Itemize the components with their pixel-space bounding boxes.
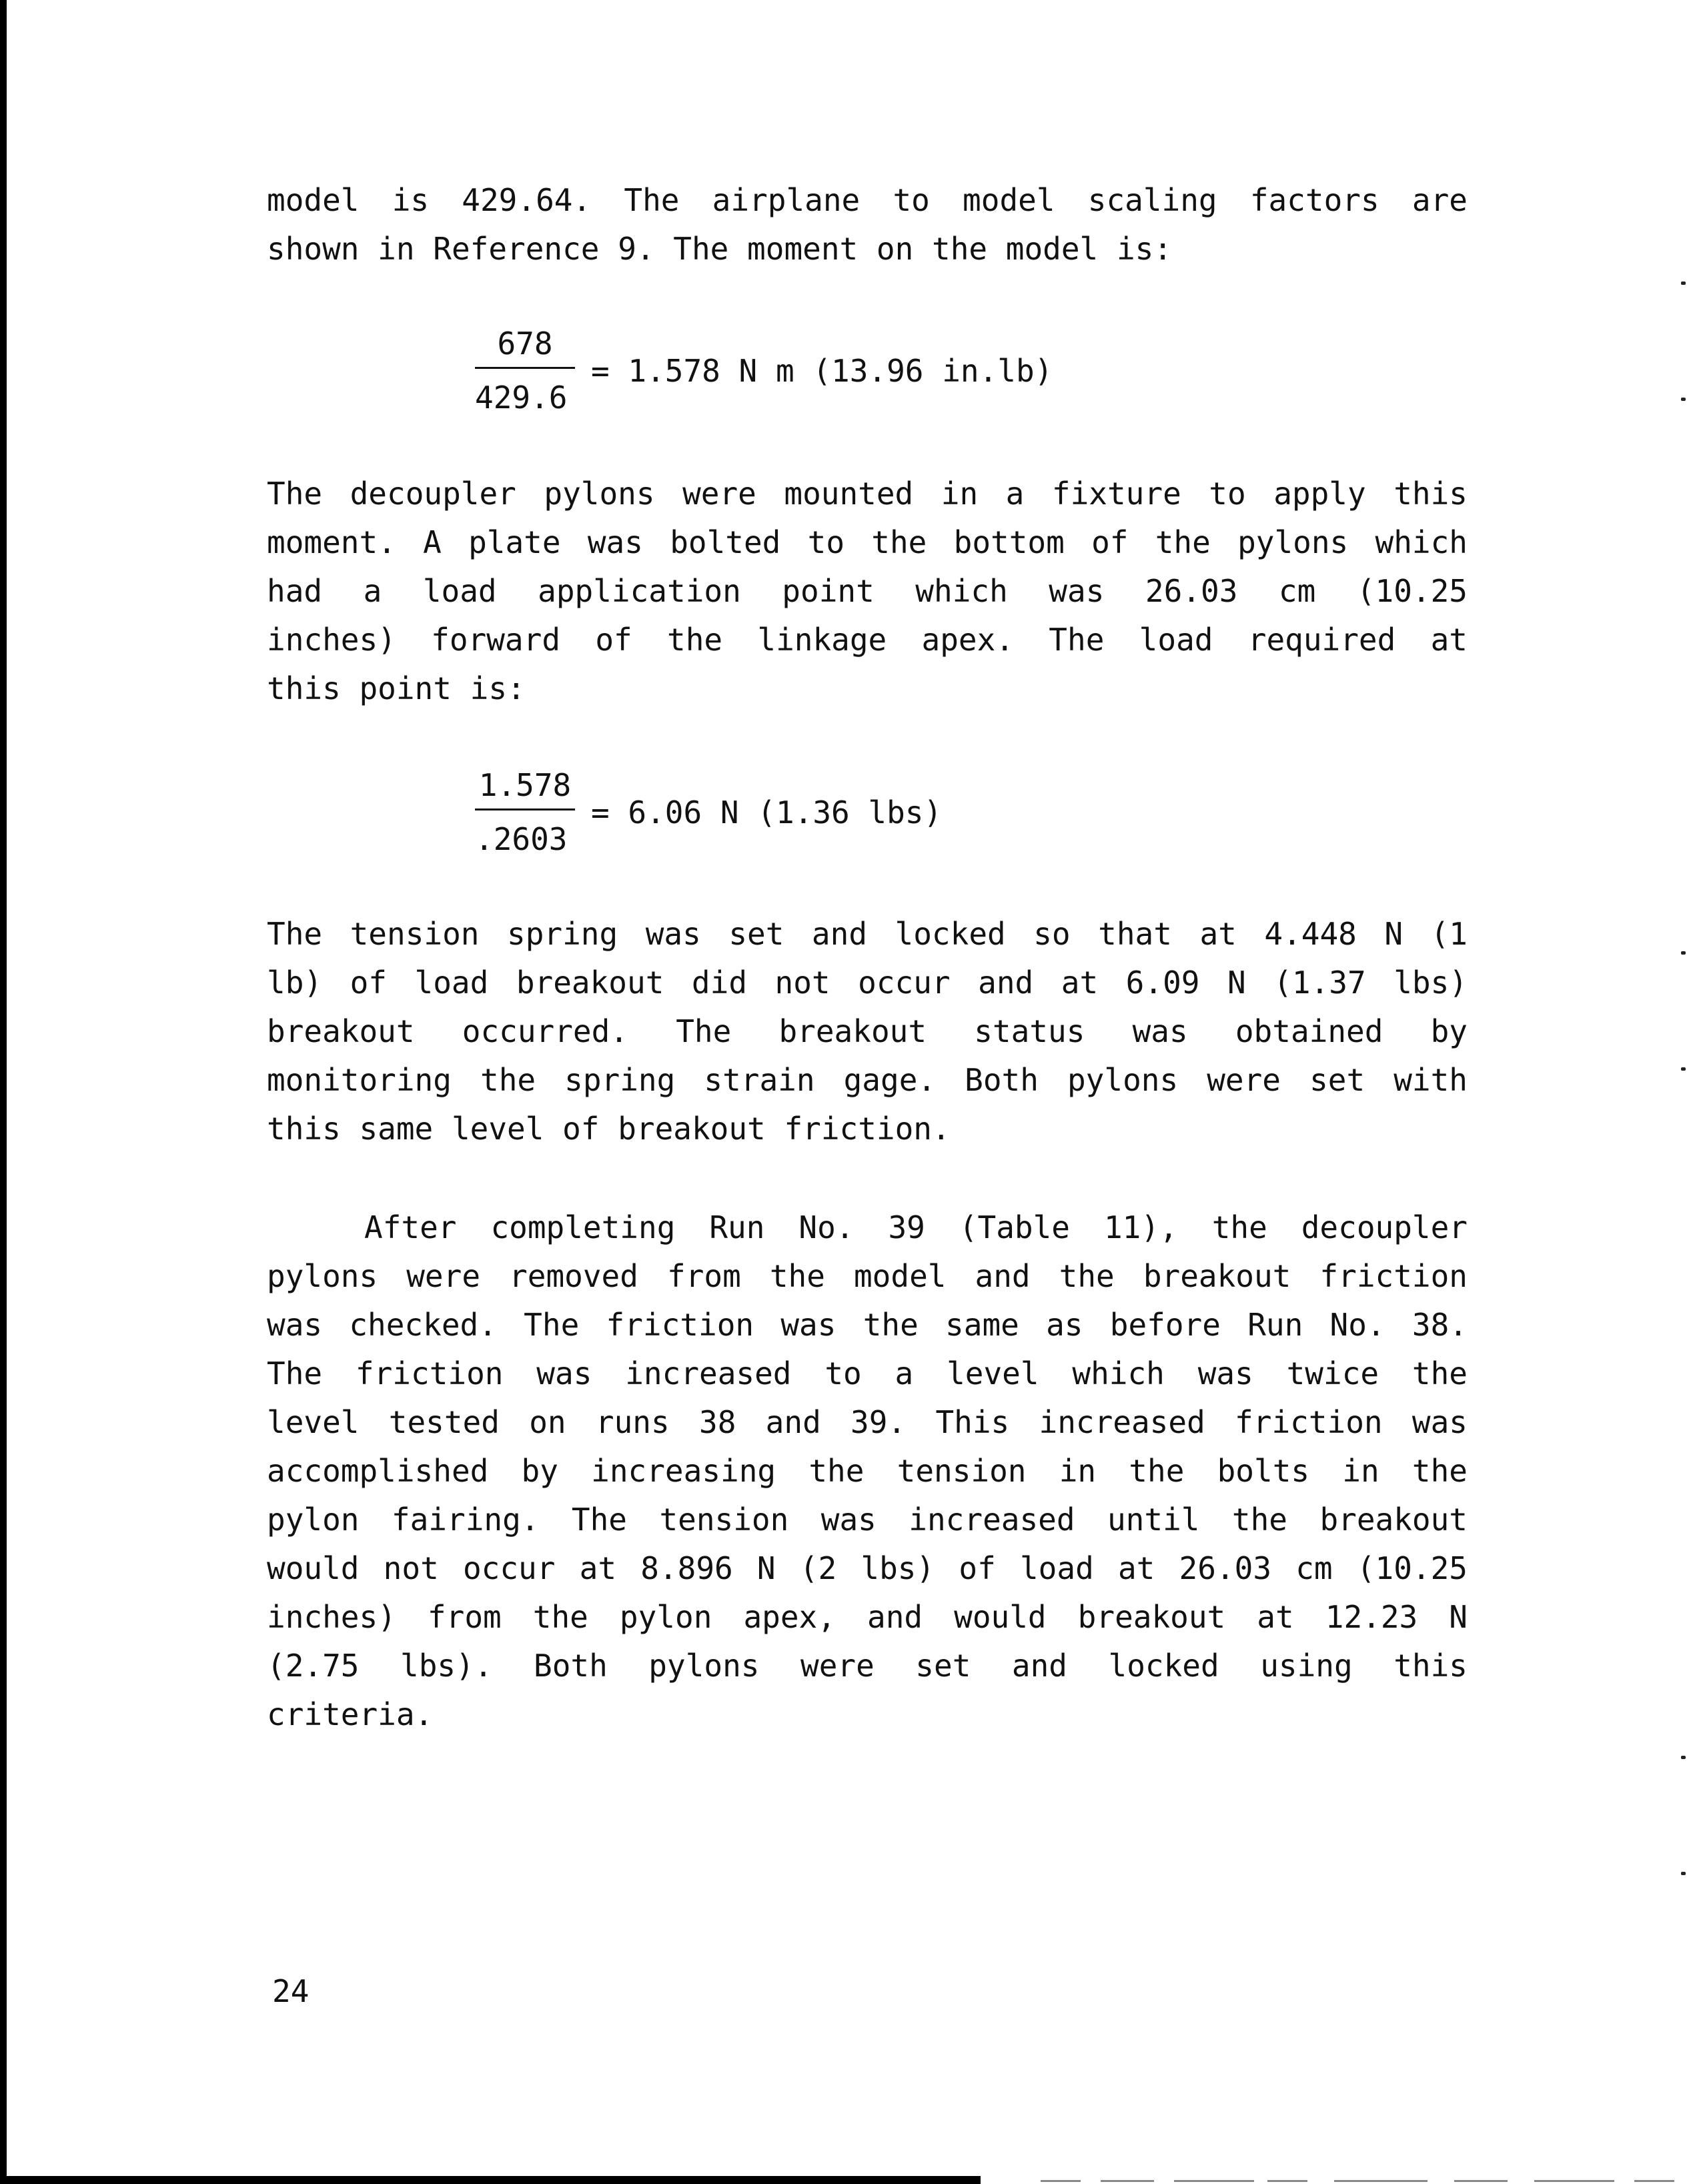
fraction-denominator: 429.6 bbox=[475, 380, 568, 416]
text-line: The tension spring was set and locked so that at 4.448 N (1 bbox=[267, 916, 1468, 952]
fraction bbox=[475, 326, 575, 416]
text-line: The decoupler pylons were mounted in a fixture to apply this bbox=[267, 476, 1468, 512]
text-line: accomplished by increasing the tension in the bolts in the bbox=[267, 1453, 1468, 1489]
scan-dash bbox=[1454, 2180, 1508, 2182]
paragraph-3 bbox=[267, 910, 1468, 1153]
text-line: lb) of load breakout did not occur and at 6.09 N (1.37 lbs) bbox=[267, 965, 1468, 1001]
scan-border-left bbox=[0, 0, 7, 2184]
scan-speck bbox=[1681, 398, 1686, 401]
scan-dash bbox=[1634, 2180, 1674, 2182]
scan-speck bbox=[1681, 1067, 1686, 1071]
scan-dash bbox=[1174, 2180, 1254, 2182]
text-line: level tested on runs 38 and 39. This increased friction was bbox=[267, 1404, 1468, 1440]
text-line: model is 429.64. The airplane to model scaling factors are bbox=[267, 182, 1468, 218]
scan-speck bbox=[1681, 1872, 1686, 1875]
text-line: moment. A plate was bolted to the bottom of the pylons which bbox=[267, 524, 1468, 560]
paragraph-1 bbox=[267, 176, 1468, 274]
fraction-numerator: 1.578 bbox=[475, 767, 575, 810]
equation-result: = 6.06 N (1.36 lbs) bbox=[591, 794, 943, 831]
equation-load bbox=[475, 767, 942, 857]
scan-dash bbox=[1101, 2180, 1154, 2182]
scan-speck bbox=[1681, 951, 1686, 955]
fraction bbox=[475, 767, 575, 857]
paragraph-4 bbox=[267, 1203, 1468, 1739]
text-line: would not occur at 8.896 N (2 lbs) of load at 26.03 cm (10.25 bbox=[267, 1550, 1468, 1586]
paragraph-2 bbox=[267, 470, 1468, 713]
scan-dash bbox=[1334, 2180, 1428, 2182]
text-line: inches) forward of the linkage apex. The load required at bbox=[267, 622, 1468, 658]
text-line: shown in Reference 9. The moment on the model is: bbox=[267, 231, 1173, 267]
scan-dash bbox=[1534, 2180, 1614, 2182]
equation-result: = 1.578 N m (13.96 in.lb) bbox=[591, 352, 1053, 389]
scan-dash bbox=[1041, 2180, 1081, 2182]
text-line: criteria. bbox=[267, 1696, 434, 1732]
text-line: monitoring the spring strain gage. Both pylons were set with bbox=[267, 1062, 1468, 1098]
text-line: this same level of breakout friction. bbox=[267, 1111, 951, 1147]
text-line: breakout occurred. The breakout status was obtained by bbox=[267, 1013, 1468, 1049]
text-line: inches) from the pylon apex, and would breakout at 12.23 N bbox=[267, 1599, 1468, 1635]
text-line: After completing Run No. 39 (Table 11), the decoupler bbox=[364, 1209, 1468, 1245]
text-line: (2.75 lbs). Both pylons were set and locked using this bbox=[267, 1648, 1468, 1684]
scan-speck bbox=[1681, 282, 1686, 285]
fraction-numerator: 678 bbox=[475, 326, 575, 369]
text-line: had a load application point which was 26.03 cm (10.25 bbox=[267, 573, 1468, 609]
scan-border-bottom bbox=[0, 2176, 981, 2184]
equation-moment bbox=[475, 326, 1053, 416]
text-line: this point is: bbox=[267, 670, 526, 706]
text-line: pylons were removed from the model and the breakout friction bbox=[267, 1258, 1468, 1294]
scan-speck bbox=[1681, 1756, 1686, 1759]
fraction-denominator: .2603 bbox=[475, 821, 568, 857]
text-line: was checked. The friction was the same as before Run No. 38. bbox=[267, 1307, 1468, 1343]
scan-dash bbox=[1267, 2180, 1307, 2182]
page-number: 24 bbox=[272, 1973, 310, 2009]
text-line: pylon fairing. The tension was increased until the breakout bbox=[267, 1502, 1468, 1538]
text-line: The friction was increased to a level which was twice the bbox=[267, 1355, 1468, 1392]
